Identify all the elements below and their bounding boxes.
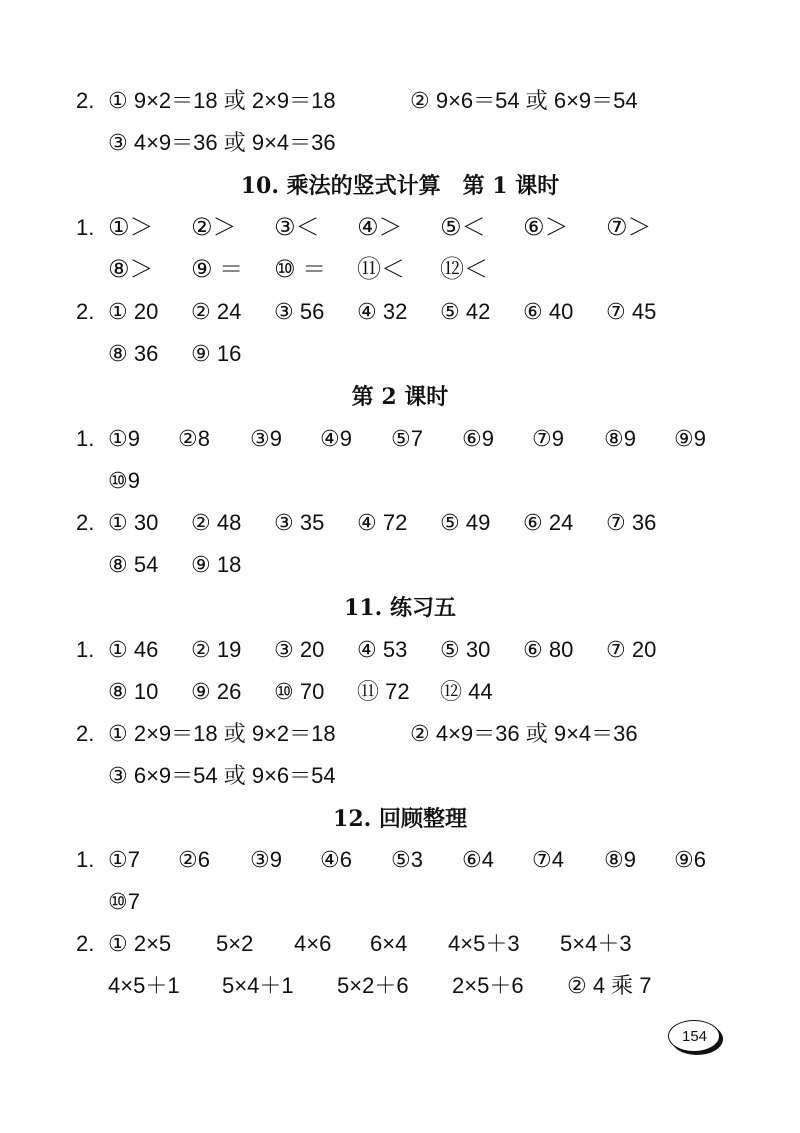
answer: ② 24 — [191, 299, 242, 324]
answer: ⑩ ＝ — [274, 256, 327, 283]
question-number: 1. — [76, 426, 95, 451]
answer: 4×6 — [294, 931, 332, 956]
s9-q2-line2 — [0, 123, 800, 163]
answer: ③9 — [250, 847, 282, 872]
answer: ⑨6 — [674, 847, 706, 872]
s10-q1-line1 — [0, 208, 800, 248]
answer: ① 46 — [108, 637, 159, 662]
question-number: 2. — [76, 88, 95, 113]
answer: ⑦4 — [532, 847, 564, 872]
answer: ①9 — [108, 426, 140, 451]
answer: ① 20 — [108, 299, 159, 324]
answer: ⑥4 — [462, 847, 494, 872]
section-title: 11. 练习五 — [344, 595, 456, 621]
answer: 5×2 — [216, 931, 254, 956]
answer: ②8 — [178, 426, 210, 451]
question-number: 2. — [76, 721, 95, 746]
answer: ③ 6×9＝54 或 9×6＝54 — [108, 763, 336, 788]
page-number: 154 — [681, 1028, 708, 1045]
answer: ⑫＜ — [440, 256, 488, 283]
answer: ④6 — [320, 847, 352, 872]
answer: ⑧ 36 — [108, 341, 159, 366]
s10-q1-line2 — [0, 250, 800, 290]
answer: ⑦ 20 — [606, 637, 657, 662]
answer: ⑥ 80 — [523, 637, 574, 662]
s10-q2-line2 — [0, 334, 800, 374]
answer: ⑤ 30 — [440, 637, 491, 662]
answer: ⑦9 — [532, 426, 564, 451]
answer: ① 9×2＝18 或 2×9＝18 — [108, 88, 336, 113]
answer: 6×4 — [370, 931, 408, 956]
answer: ① 2×9＝18 或 9×2＝18 — [108, 721, 336, 746]
answer: ⑥9 — [462, 426, 494, 451]
answer: ⑦ 36 — [606, 510, 657, 535]
answer: ⑦＞ — [606, 214, 652, 241]
answer: ② 4 乘 7 — [567, 973, 652, 998]
s10b-q2-line2 — [0, 545, 800, 585]
answer: ①＞ — [108, 214, 154, 241]
answer: ③＜ — [274, 214, 320, 241]
answer: ⑨9 — [674, 426, 706, 451]
answer: ⑧ 10 — [108, 679, 159, 704]
s11-q2-line1 — [0, 714, 800, 754]
answer: 5×4＋1 — [222, 973, 294, 998]
question-number: 1. — [76, 637, 95, 662]
answer: ⑪ 72 — [357, 679, 410, 704]
answer: ⑪＜ — [357, 256, 405, 283]
answer: ⑩ 70 — [274, 679, 325, 704]
answer: ④＞ — [357, 214, 403, 241]
answer: 5×4＋3 — [560, 931, 632, 956]
answer: ③ 56 — [274, 299, 325, 324]
answer: ④9 — [320, 426, 352, 451]
s12-q2-line1 — [0, 924, 800, 964]
s10-q2-line1 — [0, 292, 800, 332]
answer: ① 2×5 — [108, 931, 172, 956]
question-number: 2. — [76, 299, 95, 324]
question-number: 2. — [76, 931, 95, 956]
answer: ①7 — [108, 847, 140, 872]
question-number: 2. — [76, 510, 95, 535]
s12-q1-line2 — [0, 882, 800, 922]
s9-q2-line1 — [0, 81, 800, 121]
answer: ② 4×9＝36 或 9×4＝36 — [410, 721, 638, 746]
answer: ⑫ 44 — [440, 679, 493, 704]
answer: ④ 32 — [357, 299, 408, 324]
answer: ⑤ 49 — [440, 510, 491, 535]
answer: ②＞ — [191, 214, 237, 241]
answer: ③9 — [250, 426, 282, 451]
section-title: 10. 乘法的竖式计算 第 1 课时 — [240, 173, 560, 199]
answer: ⑧ 54 — [108, 552, 159, 577]
answer: 2×5＋6 — [452, 973, 524, 998]
answer: ⑥＞ — [523, 214, 569, 241]
s10b-q1-line2 — [0, 461, 800, 501]
answer: 4×5＋1 — [108, 973, 180, 998]
answer: ⑨ ＝ — [191, 256, 244, 283]
answer: ② 48 — [191, 510, 242, 535]
answer: ⑧＞ — [108, 256, 154, 283]
answer: ⑥ 40 — [523, 299, 574, 324]
answer: ④ 53 — [357, 637, 408, 662]
s11-q1-line1 — [0, 630, 800, 670]
answer: 5×2＋6 — [337, 973, 409, 998]
question-number: 1. — [76, 847, 95, 872]
answer: ⑨ 16 — [191, 341, 242, 366]
answer: ⑤ 42 — [440, 299, 491, 324]
page-number-badge — [668, 1020, 724, 1056]
answer: ④ 72 — [357, 510, 408, 535]
answer: 4×5＋3 — [448, 931, 520, 956]
s11-q1-line2 — [0, 672, 800, 712]
s10b-q2-line1 — [0, 503, 800, 543]
answer: ② 19 — [191, 637, 242, 662]
section-title: 第 2 课时 — [351, 384, 449, 410]
answer: ⑧9 — [604, 426, 636, 451]
question-number: 1. — [76, 215, 95, 240]
s11-q2-line2 — [0, 756, 800, 796]
answer: ③ 4×9＝36 或 9×4＝36 — [108, 130, 336, 155]
answer: ⑤7 — [391, 426, 423, 451]
answer: ② 9×6＝54 或 6×9＝54 — [410, 88, 638, 113]
answer: ⑦ 45 — [606, 299, 657, 324]
answer: ③ 35 — [274, 510, 325, 535]
s12-q2-line2 — [0, 966, 800, 1006]
s12-q1-line1 — [0, 840, 800, 880]
s10b-q1-line1 — [0, 419, 800, 459]
answer: ⑨ 18 — [191, 552, 242, 577]
answer: ②6 — [178, 847, 210, 872]
answer: ⑥ 24 — [523, 510, 574, 535]
answer: ① 30 — [108, 510, 159, 535]
section-title: 12. 回顾整理 — [333, 806, 467, 832]
answer: ⑨ 26 — [191, 679, 242, 704]
answer: ⑧9 — [604, 847, 636, 872]
answer: ⑤3 — [391, 847, 423, 872]
answer: ⑩9 — [108, 468, 140, 493]
answer: ⑩7 — [108, 889, 140, 914]
answer: ⑤＜ — [440, 214, 486, 241]
answer: ③ 20 — [274, 637, 325, 662]
